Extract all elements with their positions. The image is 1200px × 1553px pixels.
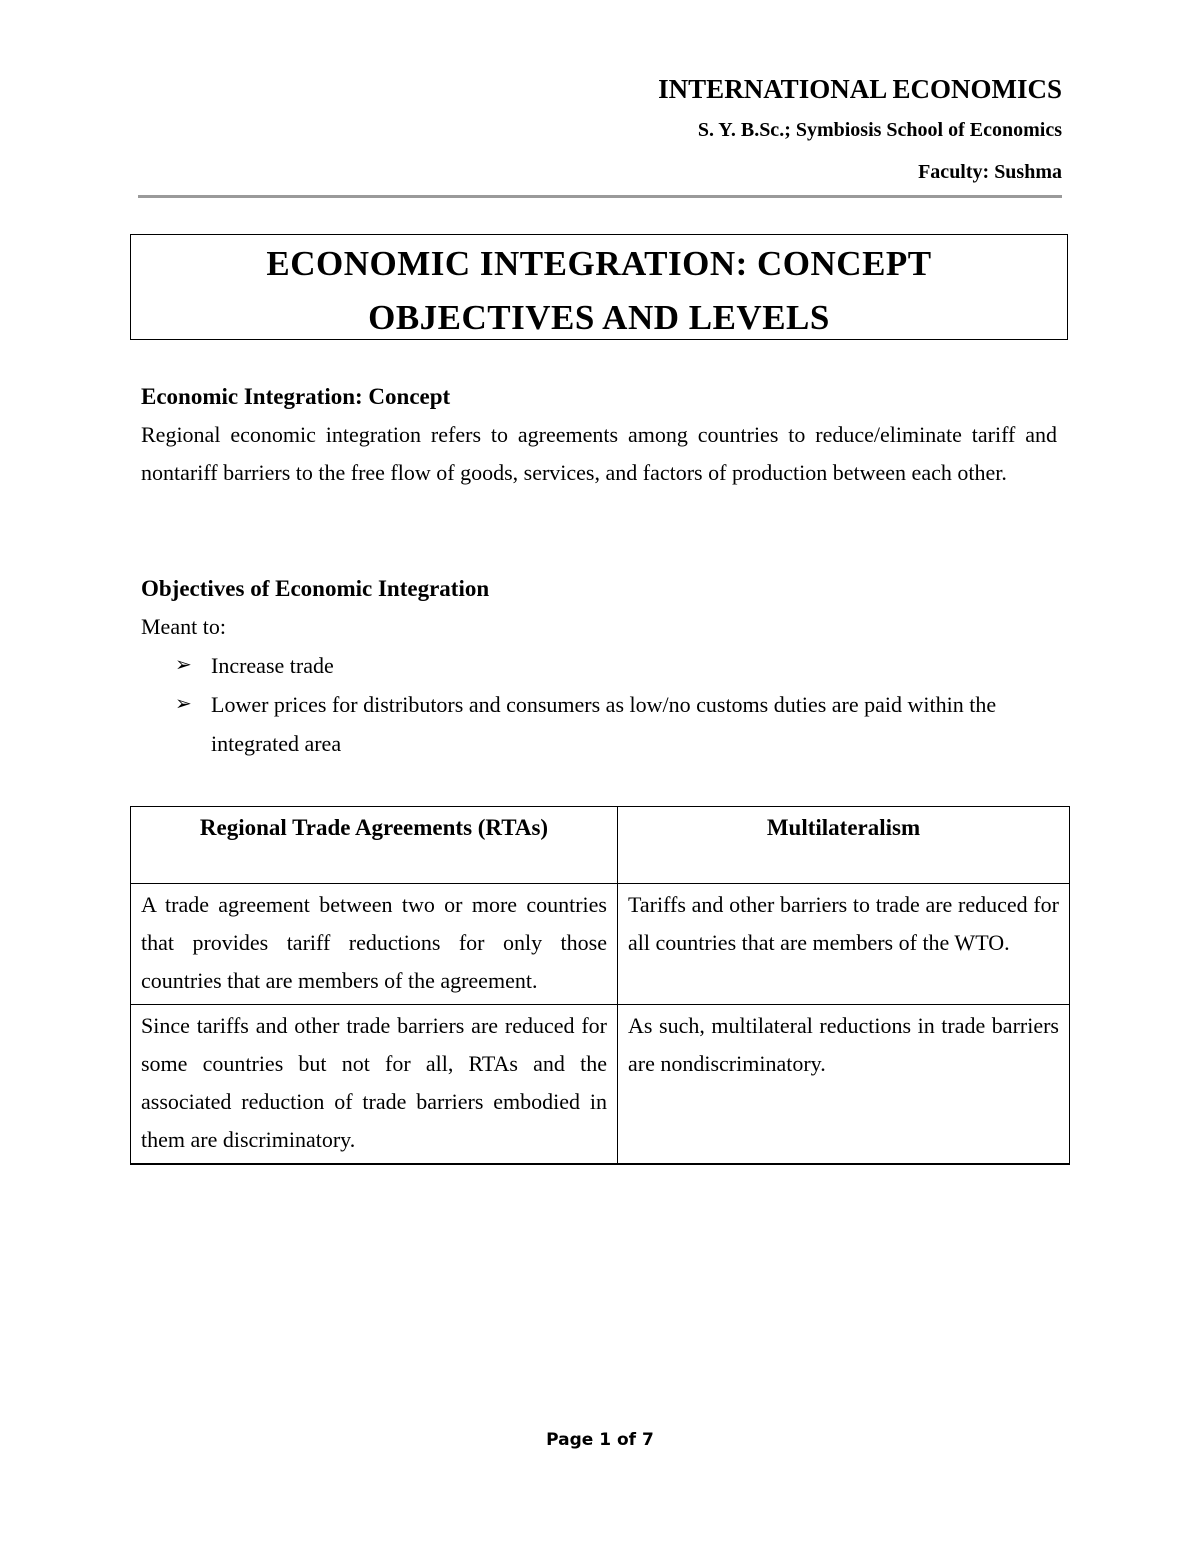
list-item xyxy=(141,646,1057,685)
document-title-line-2: OBJECTIVES AND LEVELS xyxy=(368,298,830,337)
list-item-text: Increase trade xyxy=(211,653,334,678)
table-cell: A trade agreement between two or more countries that provides tariff reductions for only those countries that are members of the agreement. xyxy=(131,884,618,1005)
objectives-intro: Meant to: xyxy=(141,614,226,639)
table-cell: As such, multilateral reductions in trade barriers are nondiscriminatory. xyxy=(618,1005,1070,1165)
page-number: Page 1 of 7 xyxy=(546,1430,654,1450)
comparison-table xyxy=(130,806,1070,1165)
header-divider xyxy=(138,195,1062,198)
list-item-text: Lower prices for distributors and consumers as low/no customs duties are paid within the integrated area xyxy=(211,692,997,756)
list-item xyxy=(141,685,1057,763)
objectives-list xyxy=(141,646,1057,763)
table-cell: Since tariffs and other trade barriers are reduced for some countries but not for all, RTAs and the associated reduction of trade barriers embodied in them are discriminatory. xyxy=(131,1005,618,1165)
document-title-box xyxy=(130,234,1068,340)
course-title: INTERNATIONAL ECONOMICS xyxy=(658,74,1062,104)
table-row xyxy=(131,884,1070,1005)
page-header xyxy=(138,70,1062,186)
faculty-line: Faculty: Sushma xyxy=(918,161,1062,183)
concept-section xyxy=(141,378,1057,492)
concept-heading: Economic Integration: Concept xyxy=(141,384,451,409)
document-title-line-1: ECONOMIC INTEGRATION: CONCEPT xyxy=(266,244,932,283)
program-line: S. Y. B.Sc.; Symbiosis School of Economics xyxy=(697,119,1062,141)
table-cell: Tariffs and other barriers to trade are reduced for all countries that are members of the WTO. xyxy=(618,884,1070,1005)
objectives-section xyxy=(141,570,1057,763)
column-header-multilateralism: Multilateralism xyxy=(618,807,1070,884)
arrow-bullet-icon: ➢ xyxy=(175,693,192,715)
table-header-row xyxy=(131,807,1070,884)
concept-paragraph: Regional economic integration refers to agreements among countries to reduce/eliminate tariff and nontariff barriers to the free flow of goods, services, and factors of production between each other. xyxy=(141,422,1057,485)
table-row xyxy=(131,1005,1070,1165)
objectives-heading: Objectives of Economic Integration xyxy=(141,576,490,601)
column-header-rtas: Regional Trade Agreements (RTAs) xyxy=(131,807,618,884)
arrow-bullet-icon: ➢ xyxy=(175,654,192,676)
